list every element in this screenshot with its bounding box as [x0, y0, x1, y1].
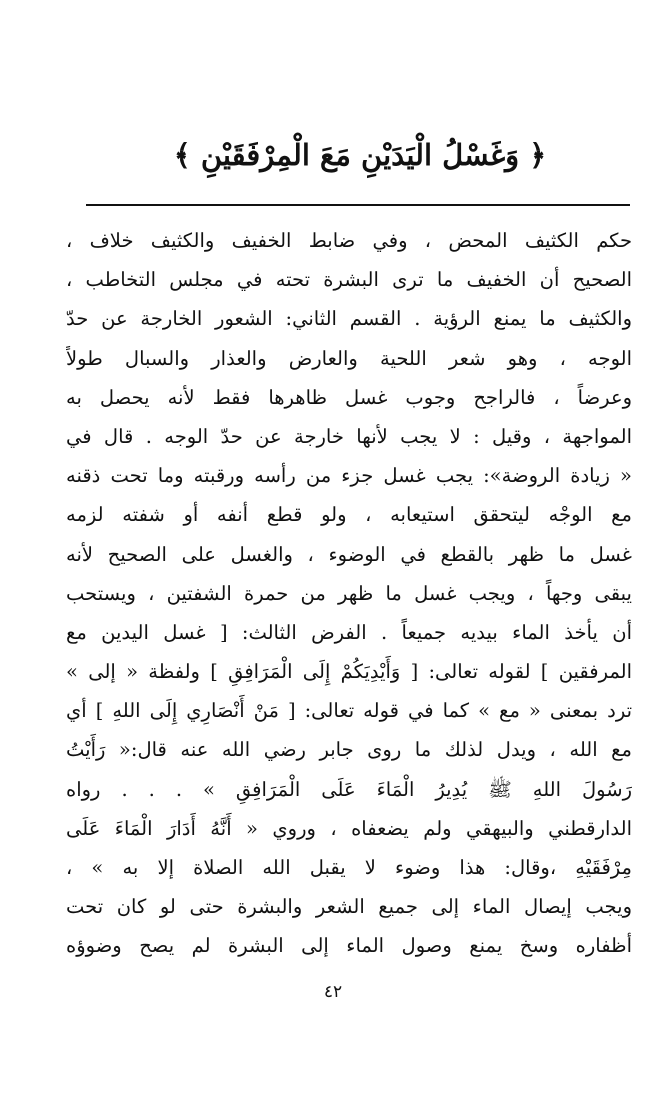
text-line: المواجهة ، وقيل : لا يجب لأنها خارجة عن حدّ الوجه . قال في	[66, 424, 632, 448]
text-line: الصحيح أن الخفيف ما ترى البشرة تحته في مجلس التخاطب ،	[66, 268, 632, 292]
body-text	[66, 221, 632, 966]
text-line: « زيادة الروضة»: يجب غسل جزء من رأسه ورقبته وما تحت ذقنه	[66, 464, 632, 488]
page-number: ٤٢	[323, 982, 343, 1002]
text-line: يبقى وجهاً ، ويجب غسل ما ظهر من حمرة الشفتين ، ويستحب	[66, 581, 632, 605]
text-line: ويجب إيصال الماء إلى جميع الشعر والبشرة حتى لو كان تحت	[66, 895, 632, 919]
text-line: الوجه ، وهو شعر اللحية والعارض والعذار والسبال طولاً	[66, 346, 632, 370]
heading-divider	[86, 204, 630, 206]
text-line: والكثيف ما يمنع الرؤية . القسم الثاني: الشعور الخارجة عن حدّ	[66, 307, 632, 331]
section-heading: ﴿ وَغَسْلُ الْيَدَيْنِ مَعَ الْمِرْفَقَيْنِ ﴾	[173, 138, 547, 172]
text-line: أظفاره وسخ يمنع وصول الماء إلى البشرة لم يصح وضوؤه	[66, 934, 632, 958]
text-line: المرفقين ] لقوله تعالى: [ وَأَيْدِيَكُمْ إِلَى الْمَرَافِقِ ] ولفظة « إلى »	[66, 660, 632, 684]
text-line: رَسُولَ اللهِ ﷺ يُدِيرُ الْمَاءَ عَلَى الْمَرَافِقِ » . . . رواه	[66, 777, 632, 801]
text-line: الدارقطني والبيهقي ولم يضعفاه ، وروي « أَنَّهُ أَدَارَ الْمَاءَ عَلَى	[66, 816, 632, 840]
text-line: حكم الكثيف المحض ، وفي ضابط الخفيف والكثيف خلاف ،	[66, 229, 632, 252]
text-line: ترد بمعنى « مع » كما في قوله تعالى: [ مَنْ أَنْصَارِي إِلَى اللهِ ] أي	[66, 699, 632, 723]
text-line: وعرضاً ، فالراجح وجوب غسل ظاهرها فقط لأنه يحصل به	[66, 385, 632, 409]
text-line: غسل ما ظهر بالقطع في الوضوء ، والغسل على الصحيح لأنه	[66, 542, 632, 566]
text-line: أن يأخذ الماء بيديه جميعاً . الفرض الثالث: [ غسل اليدين مع	[66, 620, 632, 644]
text-line: مع الله ، ويدل لذلك ما روى جابر رضي الله عنه قال:« رَأَيْتُ	[66, 738, 632, 762]
text-line: مع الوجْه ليتحقق استيعابه ، ولو قطع أنفه أو شفته لزمه	[66, 503, 632, 527]
text-line: مِرْفَقَيْهِ ،وقال: هذا وضوء لا يقبل الله الصلاة إلا به » ،	[66, 856, 632, 879]
